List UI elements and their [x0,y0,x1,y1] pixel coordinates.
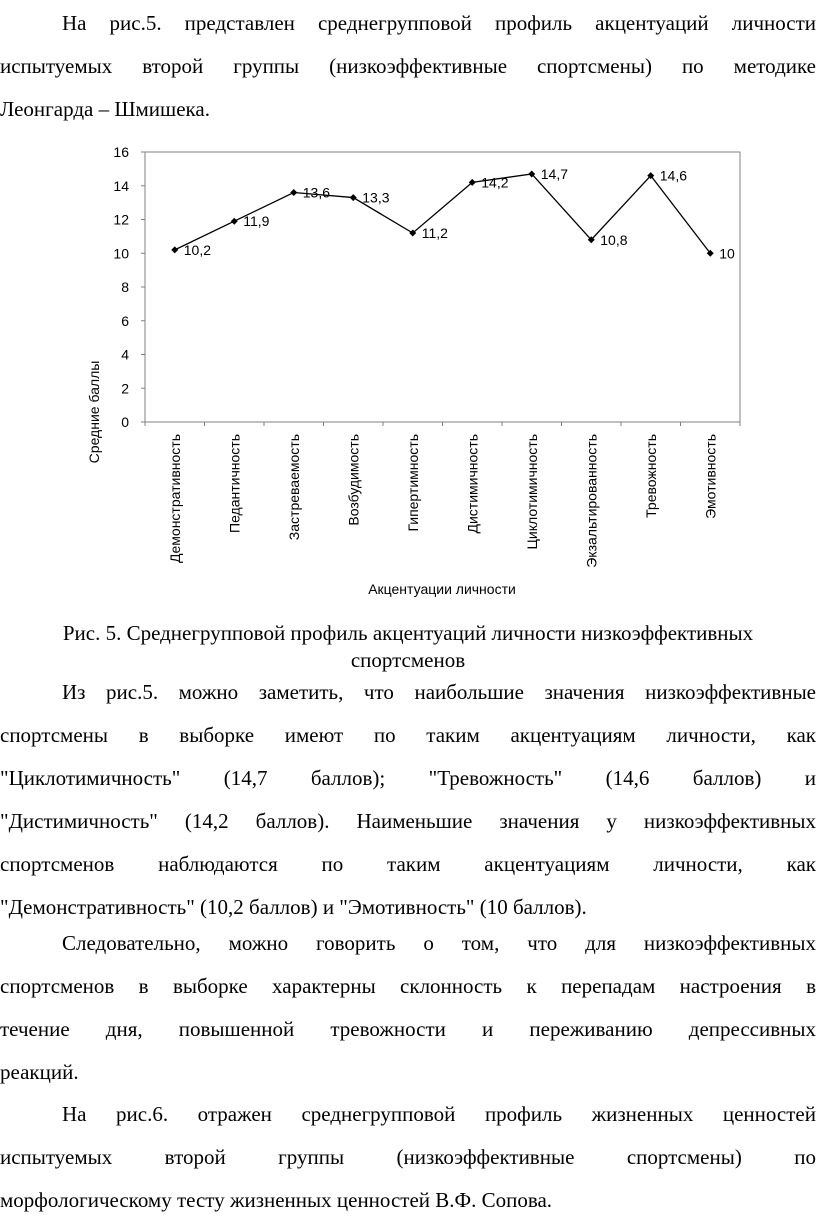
data-point [350,194,357,201]
text-line: На рис.5. представлен среднегрупповой профиль акцентуаций личности [62,11,816,35]
text-line: течение дня, повышенной тревожности и переживанию депрессивных [0,1017,816,1041]
x-tick-label: Демонстративность [166,434,183,563]
data-label: 10,2 [183,241,211,258]
line-chart [0,128,816,608]
text-line: реакций. [0,1060,79,1084]
text-line: Леонгарда – Шмишека. [0,97,210,121]
data-label: 13,6 [302,184,330,201]
x-tick-label: Застреваемость [285,434,302,541]
x-axis [145,422,740,568]
text-line: морфологическому тесту жизненных ценностей В.Ф. Сопова. [0,1188,553,1212]
figure-caption [0,620,816,674]
text-line: "Циклотимичность" (14,7 баллов); "Тревожность" (14,6 баллов) и [0,766,816,790]
accentuation-profile-chart [0,128,816,608]
x-tick-label: Тревожность [642,434,659,518]
y-tick-label: 14 [113,177,129,194]
x-tick-label: Эмотивность [702,434,719,519]
data-label: 11,9 [243,213,270,230]
data-labels [184,166,735,261]
y-axis [113,144,145,430]
x-tick-label: Возбудимость [345,434,362,526]
y-tick-label: 8 [121,279,129,295]
x-tick-label: Циклотимичность [523,434,540,550]
analysis-paragraph [0,671,816,929]
text-line: На рис.6. отражен среднегрупповой профиль жизненных ценностей [62,1102,816,1126]
x-axis-title: Акцентуации личности [368,581,516,597]
next-figure-paragraph [0,1093,816,1222]
data-label: 11,2 [421,225,448,241]
data-label: 14,2 [481,174,509,191]
plot-frame [145,152,740,422]
text-line: спортсмены в выборке имеют по таким акцентуациям личности, как [0,723,816,747]
data-label: 10,8 [600,231,628,248]
y-tick-label: 12 [113,211,129,228]
y-tick-label: 4 [121,346,129,363]
caption-line: Рис. 5. Среднегрупповой профиль акцентуаций личности низкоэффективных [62,621,754,645]
text-line: "Демонстративность" (10,2 баллов) и "Эмотивность" (10 баллов). [0,895,587,919]
x-tick-label: Дистимичность [464,434,481,534]
data-point [231,218,238,225]
y-tick-label: 6 [121,312,129,329]
y-axis-title: Средние баллы [86,360,102,464]
text-line: Из рис.5. можно заметить, что наибольшие значения низкоэффективные [62,680,816,704]
conclusion-paragraph [0,922,816,1094]
x-tick-label: Гипертимность [404,434,421,532]
data-point [171,246,178,253]
y-tick-label: 10 [113,245,129,262]
intro-paragraph [0,2,816,131]
text-line: испытуемых второй группы (низкоэффективные спортсмены) по [0,1145,816,1169]
caption-line: спортсменов [350,648,466,672]
text-line: испытуемых второй группы (низкоэффективные спортсмены) по методике [0,54,816,78]
y-tick-label: 16 [113,144,129,160]
y-tick-label: 2 [121,380,129,397]
data-label: 14,6 [659,167,687,184]
data-label: 14,7 [540,165,568,182]
text-line: Следовательно, можно говорить о том, что для низкоэффективных [62,931,816,955]
text-line: спортсменов в выборке характерны склонность к перепадам настроения в [0,974,816,998]
y-tick-label: 0 [121,414,129,430]
data-label: 10 [719,245,735,262]
text-line: спортсменов наблюдаются по таким акцентуациям личности, как [0,852,816,876]
x-tick-label: Экзальтированность [583,434,600,568]
data-label: 13,3 [362,189,390,206]
x-tick-label: Педантичность [226,434,243,533]
data-point [290,189,297,196]
text-line: "Дистимичность" (14,2 баллов). Наименьшие значения у низкоэффективных [0,809,816,833]
